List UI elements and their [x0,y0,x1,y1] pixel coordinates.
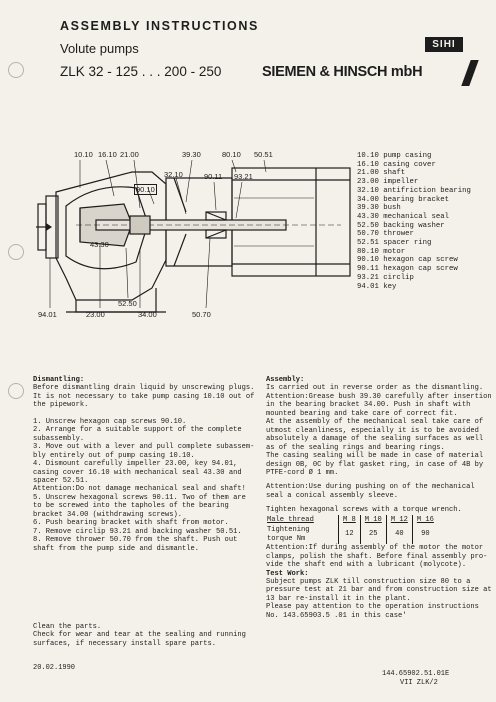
torque-table-row [266,525,438,544]
assembly-line: mounted bearing and take care of correct fit. [266,409,458,418]
parts-list-item: 80.10 motor [357,247,406,256]
dismantling-intro-line: Before dismantling drain liquid by unscrewing plugs. [33,384,255,393]
callout-21-00: 21.00 [120,150,139,159]
test-work-line: Subject pumps ZLK till construction size 80 to a [266,577,471,586]
callout-50-51: 50.51 [254,150,273,159]
assembly-line: Attention:Use during pushing on of the mechanical [266,483,475,492]
callout-43-30: 43.30 [90,240,109,249]
pump-section-svg [36,148,354,326]
assembly-line: The casing sealing will be made in case of material [266,452,484,461]
parts-list-item: 23.00 impeller [357,178,419,187]
parts-list-item: 21.00 shaft [357,169,406,178]
test-work-line: No. 143.65903.5 .01 in this case' [266,611,407,620]
torque-table-header-row [266,515,438,525]
dismantling-step: to be screwed into the tapholes of the bearing [33,502,229,511]
parts-list-item: 34.00 bearing bracket [357,195,449,204]
cleaning-line: Check for wear and tear at the sealing and running [33,631,246,640]
assembly-section [266,376,492,620]
torque-table-value: 25 [360,525,386,544]
callout-39-30: 39.30 [182,150,201,159]
company-name: SIEMEN & HINSCH mbH [262,64,423,80]
assembly-line: Is carried out in reverse order as the dismantling. [266,384,484,393]
dismantling-step: 2. Arrange for a suitable support of the complete [33,426,242,435]
callout-80-10: 80.10 [222,150,241,159]
dismantling-step: spacer 52.51. [33,476,89,485]
parts-list-item: 90.10 hexagon cap screw [357,256,458,265]
parts-list [357,152,492,291]
torque-table-value: 12 [339,525,361,544]
punch-hole [8,62,24,78]
assembly-note-line: vide the shaft end with a lubricant (molycote). [266,561,467,570]
torque-table-size: M 8 [339,515,361,525]
torque-table-row-label: Tightening torque Nm [267,526,310,543]
callout-23-00: 23.00 [86,310,105,319]
test-work-line: pressure test at 21 bar and from construction size at [266,586,492,595]
callout-94-01: 94.01 [38,310,57,319]
dismantling-step: 4. Dismount carefully impeller 23.00, key 94.01, [33,460,238,469]
parts-list-item: 52.50 backing washer [357,221,445,230]
product-title: Volute pumps [60,41,139,56]
assembly-note-line: clamps, polish the shaft. Before final assembly pro- [266,552,488,561]
dismantling-step: bracket 34.00 (withdrawing screws). [33,510,182,519]
torque-table-value: 90 [412,525,438,544]
assembly-line: in the bearing bracket 34.00. Push in shaft with [266,401,471,410]
assembly-line: PTFE-cord Ø 1 mm. [266,468,339,477]
callout-32-10: 32.10 [164,170,183,179]
assembly-line: At the assembly of the mechanical seal take care of [266,418,484,427]
parts-list-item: 39.30 bush [357,204,401,213]
callout-90-11: 90.11 [204,172,223,181]
assembly-title: Assembly: [266,376,305,384]
pump-sectional-drawing [36,148,354,326]
parts-list-item: 10.10 pump casing [357,152,432,160]
dismantling-step: 7. Remove circlip 93.21 and backing washer 50.51. [33,527,242,536]
dismantling-step: bly entirely out of pump casing 10.10. [33,451,195,460]
callout-34-00: 34.00 [138,310,157,319]
punch-hole [8,244,24,260]
doc-type-heading: ASSEMBLY INSTRUCTIONS [60,19,259,33]
parts-list-item: 94.01 key [357,282,397,291]
dismantling-step: 3. Move out with a lever and pull complete subassem- [33,443,255,452]
dismantling-title: Dismantling: [33,376,85,384]
assembly-line: Tighten hexagonal screws with a torque wrench. [266,506,462,515]
dismantling-step: casing cover 16.10 with mechanical seal 43.30 and [33,468,242,477]
assembly-note-line: Attention:If during assembly of the motor the motor [266,544,484,553]
dismantling-step: Attention:Do not damage mechanical seal and shaft! [33,485,246,494]
dismantling-step: 5. Unscrew hexagonal screws 90.11. Two of them are [33,493,246,502]
parts-list-item: 43.30 mechanical seal [357,212,449,221]
callout-52-50: 52.50 [118,299,137,308]
torque-table-size: M 10 [360,515,386,525]
logo-stripe-icon [461,60,478,86]
dismantling-intro-line: It is not necessary to take pump casing 10.10 out of [33,392,255,401]
dismantling-step: subassembly. [33,434,85,443]
cleaning-line: surfaces, if necessary install spare parts. [33,639,217,648]
dismantling-step: shaft from the pump side and dismantle. [33,544,200,553]
sihi-logo: SIHI [425,37,463,52]
parts-list-item: 16.10 casing cover [357,160,436,169]
dismantling-step: 6. Push bearing bracket with shaft from motor. [33,519,229,528]
callout-16-10: 16.10 [98,150,117,159]
dismantling-step: 1. Unscrew hexagon cap screws 90.10. [33,417,187,426]
torque-table-size: M 12 [386,515,412,525]
punch-hole [8,383,24,399]
torque-table-value: 40 [386,525,412,544]
assembly-line: Attention:Grease bush 39.30 carefully after insertion [266,392,492,401]
dismantling-step: 8. Remove thrower 50.70 from the shaft. Push out [33,536,238,545]
test-work-title: Test Work: [266,569,309,578]
torque-table-row-label: Male thread [267,515,314,524]
assembly-line: utmost cleanliness, especially it is to be avoided [266,426,479,435]
dismantling-section [33,376,265,553]
torque-table [266,515,438,544]
dismantling-intro-line: the pipework. [33,401,89,410]
torque-table-size: M 16 [412,515,438,525]
assembly-line: seal a conical assembly sleeve. [266,491,398,500]
parts-list-item: 90.11 hexagon cap screw [357,265,458,274]
cleaning-note [33,623,265,648]
document-revision: VII ZLK/2 [400,679,438,687]
callout-93-21: 93.21 [234,172,253,181]
test-work-line: Please pay attention to the operation instructions [266,603,479,612]
parts-list-item: 32.10 antifriction bearing [357,186,471,195]
parts-list-item: 50.70 thrower [357,230,414,239]
document-number: 144.65902.51.01E [382,670,450,678]
callout-90-10: 90.10 [136,185,155,194]
assembly-line: absolutely a damage of the sealing surfaces as well [266,435,484,444]
callout-50-70: 50.70 [192,310,211,319]
parts-list-item: 52.51 spacer ring [357,239,432,248]
parts-list-item: 93.21 circlip [357,273,414,282]
callout-10-10: 10.10 [74,150,93,159]
model-range: ZLK 32 - 125 . . . 200 - 250 [60,64,222,79]
document-date: 20.02.1990 [33,664,76,672]
cleaning-line: Clean the parts. [33,623,102,631]
assembly-line: as of the sealing rings and bearing rings. [266,443,445,452]
assembly-line: design 0B, 0C by flat gasket ring, in case of 4B by [266,460,484,469]
test-work-line: 13 bar re-install it in the plant. [266,594,411,603]
